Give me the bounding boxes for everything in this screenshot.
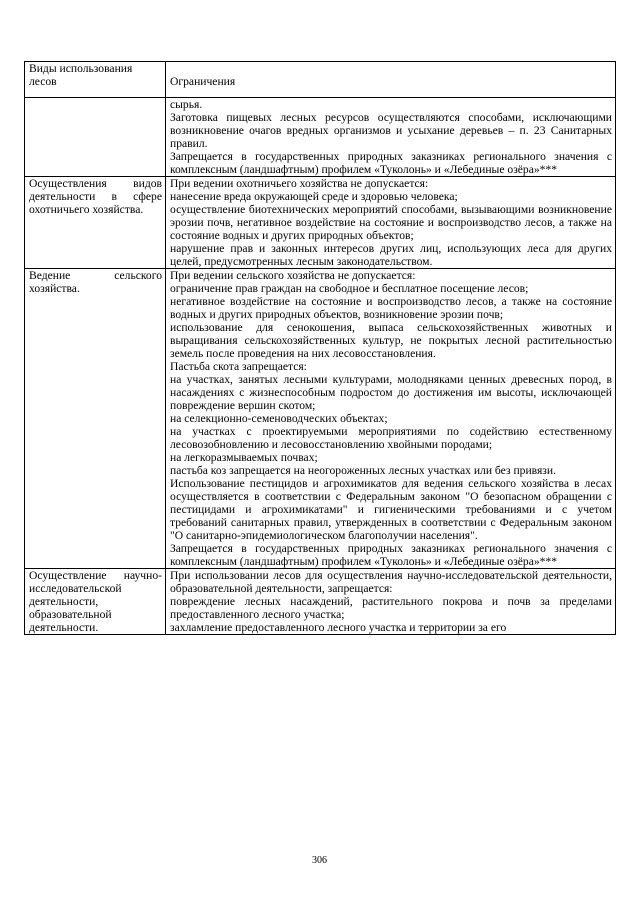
- restriction-paragraph: на участках с проектируемыми мероприятиями по содействию естественному лесовозобновлению и лесовосстановлению хвойными породами;: [170, 425, 612, 451]
- restriction-paragraph: Заготовка пищевых лесных ресурсов осуществляются способами, исключающими возникновение очагов вредных организмов и усыхание деревьев – п. 23 Санитарных правил.: [170, 111, 612, 150]
- restriction-paragraph: захламление предоставленного лесного участка и территории за его: [170, 621, 507, 634]
- restriction-paragraph: нарушение прав и законных интересов других лиц, использующих леса для других целей, предусмотренных лесным законодательством.: [170, 242, 612, 268]
- usage-type-cell: [25, 98, 166, 177]
- restriction-paragraph: использование для сенокошения, выпаса сельскохозяйственных животных и выращивания сельскохозяйственных культур, не покрытых лесной растительностью земель после проведения на них лесовосстановления.: [170, 321, 612, 360]
- restriction-paragraph: на участках, занятых лесными культурами, молодняками ценных древесных пород, в насаждениях с жизнеспособным подростом до достижения им высоты, исключающей повреждение вершин скотом;: [170, 373, 612, 412]
- table-header-row: [25, 62, 616, 98]
- usage-type-cell: Ведение сельского хозяйства.: [25, 269, 166, 569]
- usage-type-cell: Осуществление научно-исследовательской деятельности, образовательной деятельности.: [25, 569, 166, 635]
- restrictions-cell: [166, 177, 616, 269]
- table-row: [25, 269, 616, 569]
- restriction-paragraph: на легкоразмываемых почвах;: [170, 451, 318, 464]
- restrictions-cell: [166, 269, 616, 569]
- table-row: [25, 177, 616, 269]
- restriction-paragraph: негативное воздействие на состояние и воспроизводство лесов, а также на состояние водных и других природных объектов, возникновение эрозии почв;: [170, 295, 612, 321]
- restriction-paragraph: осуществление биотехнических мероприятий способами, вызывающими возникновение эрозии почв, негативное воздействие на состояние и воспроизводство лесов, а также на состояние водных и других природных объектов;: [170, 203, 612, 242]
- restriction-paragraph: При использовании лесов для осуществления научно-исследовательской деятельности, образовательной деятельности, запрещается:: [170, 569, 612, 595]
- restriction-paragraph: ограничение прав граждан на свободное и бесплатное посещение лесов;: [170, 282, 529, 295]
- restrictions-cell: [166, 569, 616, 635]
- restriction-paragraph: Пастьба скота запрещается:: [170, 360, 307, 373]
- restriction-paragraph: сырья.: [170, 98, 203, 111]
- restriction-paragraph: При ведении охотничьего хозяйства не допускается:: [170, 177, 429, 190]
- restriction-paragraph: Запрещается в государственных природных заказниках регионального значения с комплексным (ландшафтным) профилем «Туколонь» и «Лебединые озёра»***: [170, 542, 612, 568]
- restriction-paragraph: на селекционно-семеноводческих объектах;: [170, 412, 388, 425]
- page-number: 306: [312, 855, 327, 866]
- header-restrictions: Ограничения: [166, 62, 616, 98]
- usage-type-cell: Осуществления видов деятельности в сфере охотничьего хозяйства.: [25, 177, 166, 269]
- restriction-paragraph: повреждение лесных насаждений, растительного покрова и почв за пределами предоставленного лесного участка;: [170, 595, 612, 621]
- header-usage-types: Виды использования лесов: [25, 62, 166, 98]
- restriction-paragraph: При ведении сельского хозяйства не допускается:: [170, 269, 416, 282]
- restrictions-cell: [166, 98, 616, 177]
- restriction-paragraph: Использование пестицидов и агрохимикатов для ведения сельского хозяйства в лесах осуществляется в соответствии с Федеральным законом "О безопасном обращении с пестицидами и агрохимикатами" и гигиеническими требованиями и с учетом требований санитарных правил, утвержденных в соответствии с Федеральным законом "О санитарно-эпидемиологическом благополучии населения".: [170, 477, 612, 542]
- table-row: [25, 569, 616, 635]
- restriction-paragraph: пастьба коз запрещается на неогороженных лесных участках или без привязи.: [170, 464, 556, 477]
- restriction-paragraph: Запрещается в государственных природных заказниках регионального значения с комплексным (ландшафтным) профилем «Туколонь» и «Лебединые озёра»***: [170, 150, 612, 176]
- restriction-paragraph: нанесение вреда окружающей среде и здоровью человека;: [170, 190, 458, 203]
- restrictions-table: [24, 61, 616, 635]
- table-row: [25, 98, 616, 177]
